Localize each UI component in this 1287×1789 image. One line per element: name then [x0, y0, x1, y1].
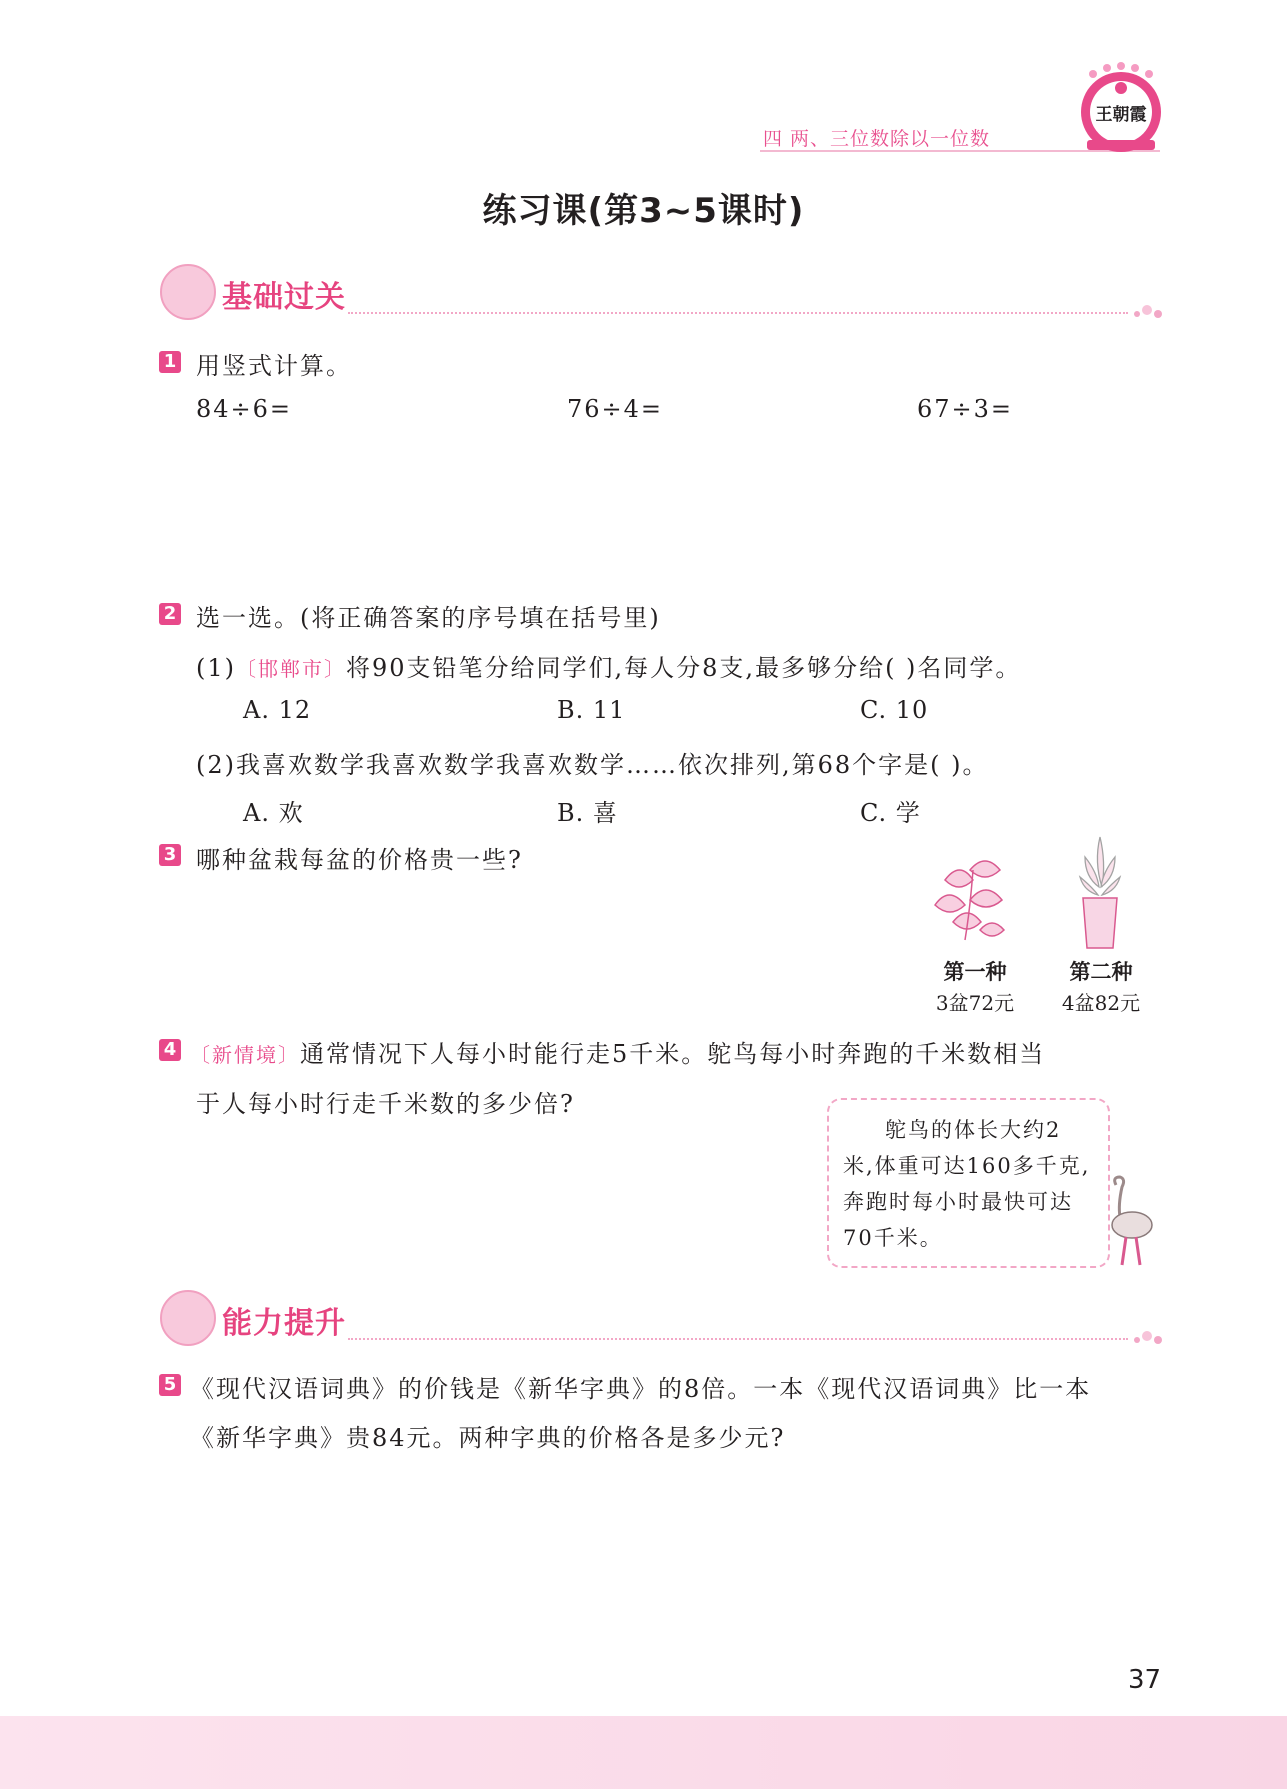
chapter-title: 四 两、三位数除以一位数: [763, 128, 991, 150]
question-number: 4: [159, 1039, 181, 1061]
footer-band: [0, 1716, 1287, 1789]
page-number: 37: [1128, 1665, 1162, 1695]
q4-line1: 通常情况下人每小时能行走5千米。鸵鸟每小时奔跑的千米数相当: [300, 1040, 1046, 1068]
question-text-line1: 《现代汉语词典》的价钱是《新华字典》的8倍。一本《现代汉语词典》比一本: [190, 1375, 1092, 1403]
sub-text: 将90支铅笔分给同学们,每人分8支,最多够分给( )名同学。: [346, 654, 1022, 682]
question-text-line2: 《新华字典》贵84元。两种字典的价格各是多少元?: [190, 1424, 786, 1452]
calc-item-2: 76÷4=: [567, 395, 664, 423]
ostrich-tip-box: [827, 1098, 1110, 1268]
ostrich-icon: [1096, 1175, 1156, 1270]
sub-prefix: (1): [196, 654, 236, 682]
calc-item-1: 84÷6=: [196, 395, 293, 423]
option-b: B. 11: [557, 696, 626, 724]
dotted-divider: [348, 1338, 1128, 1340]
question-text-line1: [190, 1034, 1045, 1069]
logo-text: 王朝霞: [1095, 105, 1147, 125]
plant-one-price: 3盆72元: [935, 991, 1015, 1015]
source-tag: 〔邯郸市〕: [236, 657, 346, 681]
option-a: A. 欢: [243, 799, 304, 827]
plant-two-icon: [1075, 832, 1125, 952]
option-c: C. 10: [860, 696, 929, 724]
question-number: 3: [159, 844, 181, 866]
avatar-icon: [160, 1290, 216, 1346]
section-label: 能力提升: [222, 1306, 346, 1341]
avatar-icon: [160, 264, 216, 320]
decor-dots-icon: [1133, 1330, 1163, 1346]
plant-two-price: 4盆82元: [1061, 991, 1141, 1015]
section-heading-basic: [158, 264, 1148, 320]
plant-one-icon: [925, 850, 1015, 955]
brand-logo-icon: [1073, 60, 1169, 156]
question-number: 5: [159, 1374, 181, 1396]
dotted-divider: [348, 312, 1128, 314]
option-a: A. 12: [243, 696, 312, 724]
subquestion-2: (2)我喜欢数学我喜欢数学我喜欢数学……依次排列,第68个字是( )。: [196, 751, 989, 779]
question-number: 1: [159, 351, 181, 373]
tip-text: 鸵鸟的体长大约2米,体重可达160多千克,奔跑时每小时最快可达70千米。: [843, 1118, 1091, 1250]
subquestion-1: [196, 648, 1021, 683]
question-text: 哪种盆栽每盆的价格贵一些?: [196, 846, 523, 874]
section-heading-advanced: [158, 1290, 1148, 1346]
section-label: 基础过关: [222, 280, 346, 315]
option-b: B. 喜: [557, 799, 618, 827]
context-tag: 〔新情境〕: [190, 1043, 300, 1067]
question-number: 2: [159, 603, 181, 625]
plant-two-label: 第二种: [1069, 960, 1133, 984]
question-text: 选一选。(将正确答案的序号填在括号里): [196, 604, 661, 632]
decor-dots-icon: [1133, 304, 1163, 320]
calc-item-3: 67÷3=: [917, 395, 1014, 423]
plant-one-label: 第一种: [943, 960, 1007, 984]
question-text-line2: 于人每小时行走千米数的多少倍?: [196, 1090, 575, 1118]
option-c: C. 学: [860, 799, 921, 827]
question-text: 用竖式计算。: [196, 352, 352, 380]
page-title: 练习课(第3~5课时): [482, 191, 805, 231]
